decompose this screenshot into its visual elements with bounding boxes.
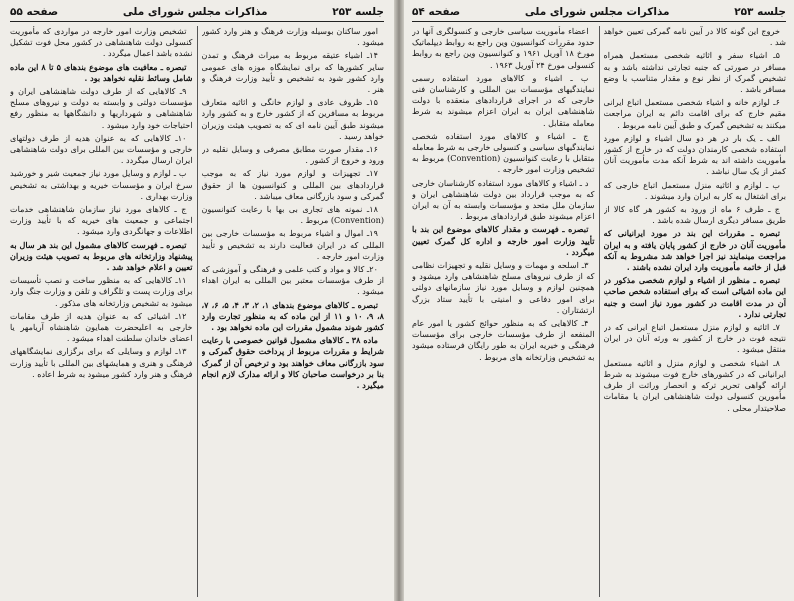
journal-title: مذاکرات مجلس شورای ملی (122, 6, 268, 18)
paragraph: ۸ـ اشیاء شخصی و لوازم منزل و اثاثیه مستعمل ایرانیانی که در کشورهای خارج فوت میشوند به شرط ارائه گواهی تحریر ترکه و انحصار وراثت از طرف مأمورین کنسولی دولت شاهنشاهی ایران یا مقامات صلاحیتدار محلی . (603, 357, 786, 413)
paragraph: ب ـ لوازم و اثاثیه منزل مستعمل اتباع خارجی که برای اشتغال به کار به ایران وارد میشوند . (603, 179, 786, 201)
paragraph: تبصره ـ کالاهای موضوع بندهای ۱، ۲، ۳، ۴، ۵، ۶، ۷، ۸، ۹، ۱۰ و ۱۱ از این ماده که به منظور تجارت وارد کشور شوند مشمول مقررات این ماده نخواهد بود . (201, 299, 384, 333)
column-divider (197, 26, 198, 597)
paragraph: ۱۵ـ ظروف عادی و لوازم خانگی و اثاثیه متعارف مربوط به مسافرین که از کشور خارج و به کشور وارد میشوند طبق آیین نامه ای که به تصویب هیئت وزیران خواهد رسید . (201, 97, 384, 141)
paragraph: ۱۴ـ اشیاء عتیقه مربوط به میراث فرهنگ و تمدن سایر کشورها که برای نمایشگاه موزه های عمومی وارد کشور شود به تشخیص و تأیید وزارت فرهنگ و هنر . (201, 50, 384, 95)
paragraph: خروج این گونه کالا در آیین نامه گمرکی تعیین خواهد شد . (603, 26, 786, 48)
page-header (412, 4, 786, 20)
page-header (10, 4, 384, 20)
paragraph: ۹ـ کالاهایی که از طرف دولت شاهنشاهی ایران و مؤسسات دولتی و وابسته به دولت و نیروهای مسلح شاهنشاهی و شهرداریها و دانشگاهها به منظور رفع احتیاجات خود وارد میشود . (10, 86, 193, 130)
paragraph: ۱۸ـ نمونه های تجاری بی بها با رعایت کنوانسیون (Convention) مربوط . (201, 204, 384, 226)
paragraph: ج ـ طرف ۶ ماه از ورود به کشور هر گاه کالا از طریق مسافر دیگری ارسال شده باشد . (603, 204, 786, 226)
text-column-right (604, 26, 787, 597)
paragraph: ۱۹ـ اموال و اشیاء مربوط به مؤسسات خارجی بین المللی که در ایران فعالیت دارند به تشخیص و تأیید وزارت امور خارجه . (201, 228, 384, 261)
session-number: جلسه ۲۵۳ (734, 6, 786, 18)
paragraph: ۲۰ـ کالا و مواد و کتب علمی و فرهنگی و آموزشی که از طرف مؤسسات معتبر بین المللی به ایران اهداء میشود . (201, 264, 384, 297)
paragraph: امور ساکنان بوسیله وزارت فرهنگ و هنر وارد کشور میشود . (201, 26, 384, 48)
text-column-right (202, 26, 385, 597)
paragraph: ۱۷ـ تجهیزات و لوازم مورد نیاز که به موجب قراردادهای بین المللی و کنوانسیون ها از حقوق گمرکی و سود بازرگانی معاف میباشد . (201, 168, 384, 201)
text-column-left (412, 26, 595, 597)
paragraph: ب ـ اشیاء و کالاهای مورد استفاده رسمی نمایندگیهای مؤسسات بین المللی و کارشناسان فنی خارجی که در اجرای قراردادهای منعقده با دولت شاهنشاهی ایران به ایران اعزام میشوند به شرط معامله متقابل . (412, 72, 595, 128)
paragraph: تشخیص وزارت امور خارجه در مواردی که مأموریت کنسولی دولت شاهنشاهی در کشور محل فوت تشکیل نشده باشد اعمال میگردد . (10, 26, 193, 59)
paragraph: ۱۶ـ مقدار صورت مطابق مصرفی و وسایل نقلیه در ورود و خروج از کشور . (201, 144, 384, 166)
column-divider (599, 26, 600, 597)
paragraph: تبصره ـ مقررات این بند در مورد ایرانیانی که مأموریت آنان در خارج از کشور پایان یافته و به ایران مراجعت مینمایند نیز اجرا خواهد شد مشروط به آنکه قبل از خاتمه مأموریت وارد ایران نشده باشند . (603, 228, 786, 273)
paragraph: ۱۲ـ اشیائی که به عنوان هدیه از طرف مقامات خارجی به اعلیحضرت همایون شاهنشاه آریامهر یا اعضای خاندان سلطنت اهداء میشود . (10, 310, 193, 344)
book-gutter (394, 0, 404, 601)
text-columns (412, 26, 786, 597)
page-number: صفحه ۵۴ (412, 6, 461, 18)
paragraph: ۱۰ـ کالاهایی که به عنوان هدیه از طرف دولتهای خارجی و مؤسسات بین المللی برای دولت شاهنشاهی ایران ارسال میگردد . (10, 132, 193, 166)
paragraph: تبصره ـ فهرست و مقدار کالاهای موضوع این بند با تأیید وزارت امور خارجه و اداره کل گمرک تعیین میگردد . (412, 224, 595, 257)
session-number: جلسه ۲۵۳ (332, 6, 384, 18)
header-rule (10, 21, 384, 22)
paragraph: ۳ـ اسلحه و مهمات و وسایل نقلیه و تجهیزات نظامی که از طرف نیروهای مسلح شاهنشاهی وارد میشود و همچنین لوازم و وسایل مورد نیاز سازمانهای دولتی برای امور دفاعی و امنیتی با تأیید ستاد بزرگ ارتشتاران . (412, 260, 595, 315)
paragraph: ۱۱ـ کالاهایی که به منظور ساخت و نصب تأسیسات برای وزارت پست و تلگراف و تلفن و وزارت جنگ وارد میشود به تشخیص وزارتخانه های مذکور . (10, 275, 193, 308)
paragraph: اعضاء مأموریت سیاسی خارجی و کنسولگری آنها در حدود مقررات کنوانسیون وین راجع به روابط دیپلماتیک مورخ ۱۸ آوریل ۱۹۶۱ و کنوانسیون وین راجع به روابط کنسولی مورخ ۲۴ آوریل ۱۹۶۳ . (412, 26, 595, 70)
left-page (2, 0, 392, 601)
paragraph: ب ـ لوازم و وسایل مورد نیاز جمعیت شیر و خورشید سرخ ایران و مؤسسات خیریه و بهداشتی به تشخیص وزارت بهداری . (10, 168, 193, 201)
text-columns (10, 26, 384, 597)
right-page (404, 0, 794, 601)
paragraph: د ـ اشیاء و کالاهای مورد استفاده کارشناسان خارجی که به موجب قرارداد بین دولت شاهنشاهی ایران و سازمان ملل متحد و مؤسسات وابسته به آن به ایران اعزام میشوند طبق قراردادهای مربوط . (412, 177, 595, 222)
paragraph: ج ـ اشیاء و کالاهای مورد استفاده شخصی نمایندگیهای سیاسی و کنسولی خارجی به شرط معامله متقابل با رعایت کنوانسیون (Convention) مربوط به تشخیص وزارت امور خارجه . (412, 130, 595, 175)
paragraph: ۶ـ لوازم خانه و اشیاء شخصی مستعمل اتباع ایرانی مقیم خارج که برای اقامت دائم به ایران مراجعت میکنند به تشخیص گمرک و طبق آیین نامه مربوط . (603, 97, 786, 130)
paragraph: الف ـ یک بار در هر دو سال اشیاء و لوازم مورد استفاده شخصی کارمندان دولت که در خارج از کشور مأموریت داشته اند به شرط آنکه مدت مأموریت آنان کمتر از یک سال نباشد . (603, 132, 786, 177)
paragraph: تبصره ـ معافیت های موضوع بندهای ۵ تا ۸ این ماده شامل وسائط نقلیه نخواهد بود . (10, 61, 193, 83)
paragraph: ماده ۳۸ ـ کالاهای مشمول قوانین خصوصی با رعایت شرایط و مقررات مربوط از پرداخت حقوق گمرکی و سود بازرگانی معاف خواهند بود و ترخیص آن از گمرک بنا بر درخواست صاحبان کالا و ارائه مدارک لازم انجام میگیرد . (201, 335, 384, 391)
journal-title: مذاکرات مجلس شورای ملی (524, 6, 670, 18)
page-number: صفحه ۵۵ (10, 6, 59, 18)
paragraph: ۱۳ـ لوازم و وسایلی که برای برگزاری نمایشگاههای فرهنگی و هنری و همایشهای بین المللی با تأیید وزارت فرهنگ و هنر وارد کشور میشود به شرط اعاده . (10, 346, 193, 379)
paragraph: ج ـ کالاهای مورد نیاز سازمان شاهنشاهی خدمات اجتماعی و جمعیت های خیریه که با تأیید وزارت اطلاعات و جهانگردی وارد میشود . (10, 204, 193, 237)
text-column-left (10, 26, 193, 597)
paragraph: تبصره ـ منظور از اشیاء و لوازم شخصی مذکور در این ماده اشیائی است که برای استفاده شخص صاحب آن در مدت اقامت در کشور مورد نیاز است و جنبه تجارتی ندارد . (603, 275, 786, 319)
header-rule (412, 21, 786, 22)
paragraph: ۵ـ اشیاء سفر و اثاثیه شخصی مستعمل همراه مسافر در صورتی که جنبه تجارتی نداشته باشد و به تشخیص گمرک از نظر نوع و مقدار متناسب با وضع مسافر باشد . (603, 50, 786, 95)
paragraph: ۷ـ اثاثیه و لوازم منزل مستعمل اتباع ایرانی که در نتیجه فوت در خارج از کشور به ورثه آنان در ایران منتقل میشود . (603, 322, 786, 355)
paragraph: تبصره ـ فهرست کالاهای مشمول این بند هر سال به پیشنهاد وزارتخانه های مربوط به تصویب هیئت وزیران تعیین و اعلام خواهد شد . (10, 239, 193, 273)
paragraph: ۴ـ کالاهایی که به منظور حوائج کشور یا امور عام المنفعه از طرف مؤسسات خارجی برای مؤسسات فرهنگی و خیریه ایران به طور رایگان فرستاده میشود به تشخیص وزارتخانه های مربوط . (412, 318, 595, 362)
